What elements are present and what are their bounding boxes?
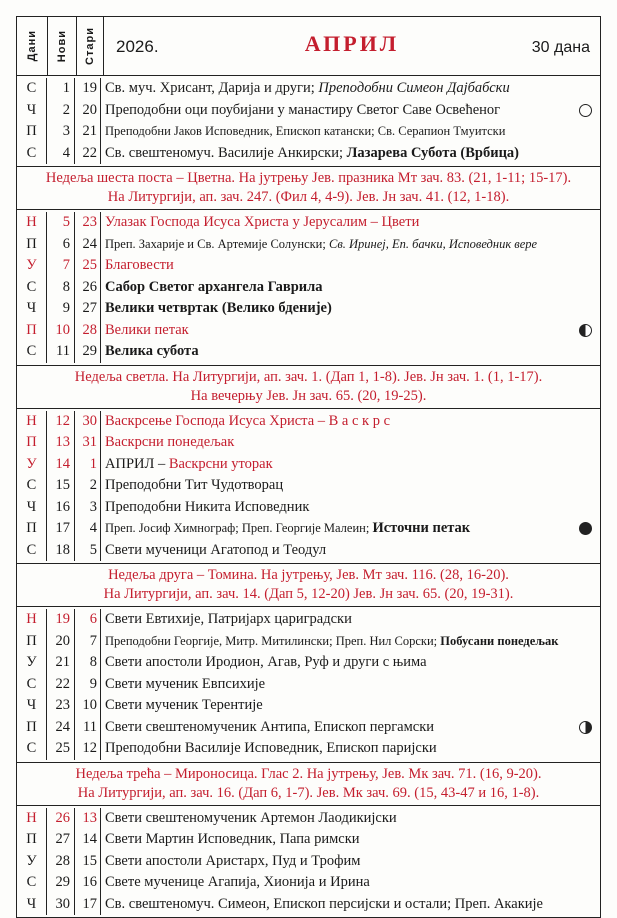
old-date: 30 — [75, 411, 101, 433]
feast-text-part: Св. Иринеј, Еп. бачки, Исповедник вере — [328, 236, 538, 251]
day-row — [17, 894, 600, 916]
weekday-letter: С — [17, 143, 47, 165]
feast-text-part: Велики петак — [105, 321, 189, 338]
feast-text-part: Лазарева Субота (Врбица) — [346, 144, 520, 161]
weekday-letter: У — [17, 851, 47, 873]
week-heading-line: На вечерњу Јев. Јн зач. 65. (20, 19-25). — [190, 387, 427, 404]
old-date: 27 — [75, 298, 101, 320]
feast-text-part: Преп. Јосиф Химнограф; Преп. Георгије Малеин; — [105, 521, 373, 535]
week-heading-line: Недеља трећа – Мироносица. Глас 2. На јутрењу, Јев. Мк зач. 71. (16, 9-20). — [75, 765, 542, 782]
day-row — [17, 234, 600, 256]
old-date: 7 — [75, 631, 101, 653]
day-group — [17, 210, 600, 366]
day-row — [17, 341, 600, 363]
feast-text — [101, 277, 600, 299]
old-date: 12 — [75, 738, 101, 760]
feast-text-part: Свети Евтихије, Патријарх цариградски — [105, 611, 352, 627]
old-date: 6 — [75, 609, 101, 631]
title-area — [104, 17, 600, 75]
col-days-label: Дани — [26, 30, 38, 62]
weekday-letter: П — [17, 518, 47, 540]
feast-text — [101, 121, 600, 143]
weekday-letter: С — [17, 674, 47, 696]
feast-text — [101, 298, 600, 320]
old-date: 1 — [75, 454, 101, 476]
feast-text — [101, 652, 600, 674]
day-row — [17, 212, 600, 234]
new-date: 13 — [47, 432, 75, 454]
new-date: 30 — [47, 894, 75, 916]
old-date: 28 — [75, 320, 101, 342]
feast-text — [101, 100, 600, 122]
day-row — [17, 497, 600, 519]
feast-text-part: Преподобни Василије Исповедник, Епископ паријски — [105, 740, 437, 756]
week-heading — [17, 167, 600, 210]
new-date: 10 — [47, 320, 75, 342]
new-date: 22 — [47, 674, 75, 696]
feast-text-part: Васкрсни понедељак — [105, 434, 235, 450]
feast-text-part: Свети апостоли Иродион, Агав, Руф и други с њима — [105, 654, 427, 670]
weekday-letter: Ч — [17, 497, 47, 519]
feast-text — [101, 695, 600, 717]
feast-text — [101, 674, 600, 696]
col-header-old — [77, 17, 104, 75]
feast-text — [101, 432, 600, 454]
feast-text-part: Свети свештеномученик Антипа, Епископ пергамски — [105, 718, 435, 735]
new-date: 28 — [47, 851, 75, 873]
feast-text-part: Преподобни Јаков Исповедник, Епископ катански; Св. Серапион Тмуитски — [105, 124, 506, 138]
day-row — [17, 454, 600, 476]
feast-text — [101, 143, 600, 165]
feast-text-part: Побусани понедељак — [440, 633, 559, 648]
week-heading — [17, 763, 600, 806]
feast-text-part: Свети свештеномученик Артемон Лаодикијски — [105, 809, 397, 826]
feast-text-part: Источни петак — [372, 520, 471, 536]
moon-phase-icon — [579, 522, 592, 535]
feast-text-part: Св. свештеномуч. Василије Анкирски; — [105, 144, 347, 161]
week-heading — [17, 564, 600, 607]
day-group — [17, 409, 600, 565]
feast-text-part: Свете мученице Агапија, Хионија и Ирина — [105, 874, 370, 890]
feast-text-part: Преподобни Никита Исповедник — [105, 498, 310, 515]
day-row — [17, 609, 600, 631]
feast-text — [101, 78, 600, 100]
weekday-letter: С — [17, 277, 47, 299]
old-date: 15 — [75, 851, 101, 873]
new-date: 17 — [47, 518, 75, 540]
weekday-letter: С — [17, 738, 47, 760]
feast-text — [101, 454, 600, 476]
new-date: 8 — [47, 277, 75, 299]
weekday-letter: П — [17, 320, 47, 342]
old-date: 4 — [75, 518, 101, 540]
old-date: 21 — [75, 121, 101, 143]
feast-text — [101, 851, 600, 873]
feast-text — [101, 255, 600, 277]
weekday-letter: П — [17, 234, 47, 256]
old-date: 13 — [75, 808, 101, 830]
day-row — [17, 738, 600, 760]
feast-text-part: Сабор Светог архангела Гаврила — [105, 278, 323, 295]
moon-phase-icon — [579, 721, 592, 734]
moon-phase-icon — [579, 324, 592, 337]
feast-text — [101, 497, 600, 519]
feast-text-part: Свети мученик Терентије — [105, 697, 263, 713]
feast-text — [101, 212, 600, 234]
feast-text — [101, 540, 600, 562]
feast-text — [101, 475, 600, 497]
new-date: 4 — [47, 143, 75, 165]
feast-text-part: Свети мученик Евпсихије — [105, 675, 266, 692]
day-row — [17, 78, 600, 100]
old-date: 20 — [75, 100, 101, 122]
feast-text-part: Благовести — [105, 257, 174, 273]
feast-text — [101, 872, 600, 894]
month-title: АПРИЛ — [304, 31, 400, 56]
weekday-letter: С — [17, 872, 47, 894]
old-date: 26 — [75, 277, 101, 299]
new-date: 12 — [47, 411, 75, 433]
old-date: 2 — [75, 475, 101, 497]
weekday-letter: П — [17, 631, 47, 653]
day-row — [17, 432, 600, 454]
feast-text — [101, 609, 600, 631]
col-new-label: Нови — [56, 29, 68, 63]
new-date: 20 — [47, 631, 75, 653]
new-date: 29 — [47, 872, 75, 894]
weekday-letter: Н — [17, 808, 47, 830]
feast-text-part: Улазак Господа Исуса Христа у Јерусалим – Цвети — [105, 214, 420, 230]
day-row — [17, 518, 600, 540]
old-date: 9 — [75, 674, 101, 696]
feast-text — [101, 411, 600, 433]
new-date: 2 — [47, 100, 75, 122]
feast-text-part: Преп. Захарије и Св. Артемије Солунски; — [105, 236, 329, 251]
feast-text — [101, 518, 600, 540]
calendar-body — [17, 76, 600, 917]
old-date: 31 — [75, 432, 101, 454]
calendar-header — [17, 17, 600, 76]
old-date: 23 — [75, 212, 101, 234]
new-date: 7 — [47, 255, 75, 277]
day-row — [17, 829, 600, 851]
weekday-letter: Ч — [17, 298, 47, 320]
day-row — [17, 631, 600, 653]
calendar-table — [16, 16, 601, 918]
feast-text-part: Преподобни оци поубијани у манастиру Светог Саве Освећеног — [105, 101, 501, 118]
old-date: 29 — [75, 341, 101, 363]
weekday-letter: Н — [17, 609, 47, 631]
week-heading-line: На Литургији, ап. зач. 16. (Дап 6, 1-7). Јев. Мк зач. 69. (15, 43-47 и 16, 1-8). — [77, 784, 540, 801]
day-row — [17, 121, 600, 143]
day-row — [17, 695, 600, 717]
weekday-letter: Ч — [17, 695, 47, 717]
feast-text-part: Велики четвртак (Велико бденије) — [105, 300, 332, 316]
day-row — [17, 411, 600, 433]
feast-text — [101, 894, 600, 916]
new-date: 18 — [47, 540, 75, 562]
feast-text-part: АПРИЛ – — [105, 455, 169, 472]
weekday-letter: П — [17, 717, 47, 739]
day-row — [17, 277, 600, 299]
weekday-letter: У — [17, 454, 47, 476]
old-date: 16 — [75, 872, 101, 894]
week-heading-line: На Литургији, ап. зач. 14. (Дап 5, 12-20) Јев. Јн зач. 65. (20, 19-31). — [103, 586, 514, 602]
day-row — [17, 851, 600, 873]
day-group — [17, 806, 600, 918]
old-date: 19 — [75, 78, 101, 100]
moon-phase-icon — [579, 104, 592, 117]
new-date: 15 — [47, 475, 75, 497]
feast-text-part: Свети Мартин Исповедник, Папа римски — [105, 831, 360, 847]
weekday-letter: У — [17, 255, 47, 277]
feast-text — [101, 320, 600, 342]
week-heading-line: Недеља светла. На Литургији, ап. зач. 1. (Дап 1, 1-8). Јев. Јн зач. 1. (1, 1-17). — [74, 368, 543, 385]
old-date: 3 — [75, 497, 101, 519]
col-old-label: Стари — [84, 27, 96, 65]
new-date: 21 — [47, 652, 75, 674]
day-row — [17, 674, 600, 696]
weekday-letter: С — [17, 475, 47, 497]
feast-text — [101, 808, 600, 830]
feast-text — [101, 829, 600, 851]
new-date: 14 — [47, 454, 75, 476]
feast-text — [101, 234, 600, 256]
feast-text — [101, 341, 600, 363]
old-date: 25 — [75, 255, 101, 277]
old-date: 22 — [75, 143, 101, 165]
feast-text-part: Велика субота — [105, 343, 199, 359]
new-date: 5 — [47, 212, 75, 234]
new-date: 16 — [47, 497, 75, 519]
day-row — [17, 808, 600, 830]
day-row — [17, 475, 600, 497]
feast-text-part: Свети мученици Агатопод и Теодул — [105, 541, 327, 558]
week-heading — [17, 366, 600, 409]
feast-text-part: Преподобни Георгије, Митр. Митилински; Преп. Нил Сорски; — [105, 633, 441, 648]
new-date: 9 — [47, 298, 75, 320]
day-row — [17, 652, 600, 674]
col-header-new — [48, 17, 77, 75]
old-date: 10 — [75, 695, 101, 717]
day-row — [17, 298, 600, 320]
new-date: 26 — [47, 808, 75, 830]
old-date: 11 — [75, 717, 101, 739]
new-date: 3 — [47, 121, 75, 143]
old-date: 17 — [75, 894, 101, 916]
new-date: 27 — [47, 829, 75, 851]
day-group — [17, 607, 600, 763]
weekday-letter: Ч — [17, 894, 47, 916]
weekday-letter: Ч — [17, 100, 47, 122]
new-date: 11 — [47, 341, 75, 363]
week-heading-line: На Литургији, ап. зач. 247. (Фил 4, 4-9). Јев. Јн зач. 41. (12, 1-18). — [107, 189, 510, 205]
day-group — [17, 76, 600, 167]
week-heading-line: Недеља друга – Томина. На јутрењу, Јев. Мт зач. 116. (28, 16-20). — [108, 567, 509, 583]
week-heading-line: Недеља шеста поста – Цветна. На јутрењу Јев. празника Мт зач. 83. (21, 1-11; 15-17). — [45, 170, 572, 186]
feast-text-part: Свети апостоли Аристарх, Пуд и Трофим — [105, 852, 361, 869]
new-date: 23 — [47, 695, 75, 717]
feast-text-part: Васкрсни уторак — [168, 455, 273, 472]
old-date: 14 — [75, 829, 101, 851]
weekday-letter: С — [17, 341, 47, 363]
day-row — [17, 540, 600, 562]
new-date: 25 — [47, 738, 75, 760]
weekday-letter: Н — [17, 411, 47, 433]
new-date: 6 — [47, 234, 75, 256]
col-header-days — [17, 17, 48, 75]
weekday-letter: У — [17, 652, 47, 674]
feast-text-part: Васкрсење Господа Исуса Христа – В а с к р с — [105, 412, 391, 429]
new-date: 19 — [47, 609, 75, 631]
feast-text — [101, 738, 600, 760]
day-row — [17, 143, 600, 165]
weekday-letter: П — [17, 432, 47, 454]
feast-text-part: Преподобни Тит Чудотворац — [105, 477, 284, 493]
day-row — [17, 100, 600, 122]
year-label: 2026. — [116, 37, 159, 56]
feast-text-part: Св. муч. Хрисант, Дарија и други; — [105, 80, 319, 96]
days-count: 30 дана — [531, 39, 590, 56]
day-row — [17, 872, 600, 894]
feast-text-part: Св. свештеномуч. Симеон, Епископ персијски и остали; Преп. Акакије — [105, 895, 543, 912]
weekday-letter: П — [17, 121, 47, 143]
weekday-letter: П — [17, 829, 47, 851]
new-date: 24 — [47, 717, 75, 739]
feast-text — [101, 717, 600, 739]
feast-text — [101, 631, 600, 653]
old-date: 24 — [75, 234, 101, 256]
day-row — [17, 717, 600, 739]
weekday-letter: С — [17, 540, 47, 562]
weekday-letter: Н — [17, 212, 47, 234]
day-row — [17, 255, 600, 277]
new-date: 1 — [47, 78, 75, 100]
old-date: 8 — [75, 652, 101, 674]
day-row — [17, 320, 600, 342]
old-date: 5 — [75, 540, 101, 562]
weekday-letter: С — [17, 78, 47, 100]
feast-text-part: Преподобни Симеон Дајбабски — [318, 80, 510, 96]
